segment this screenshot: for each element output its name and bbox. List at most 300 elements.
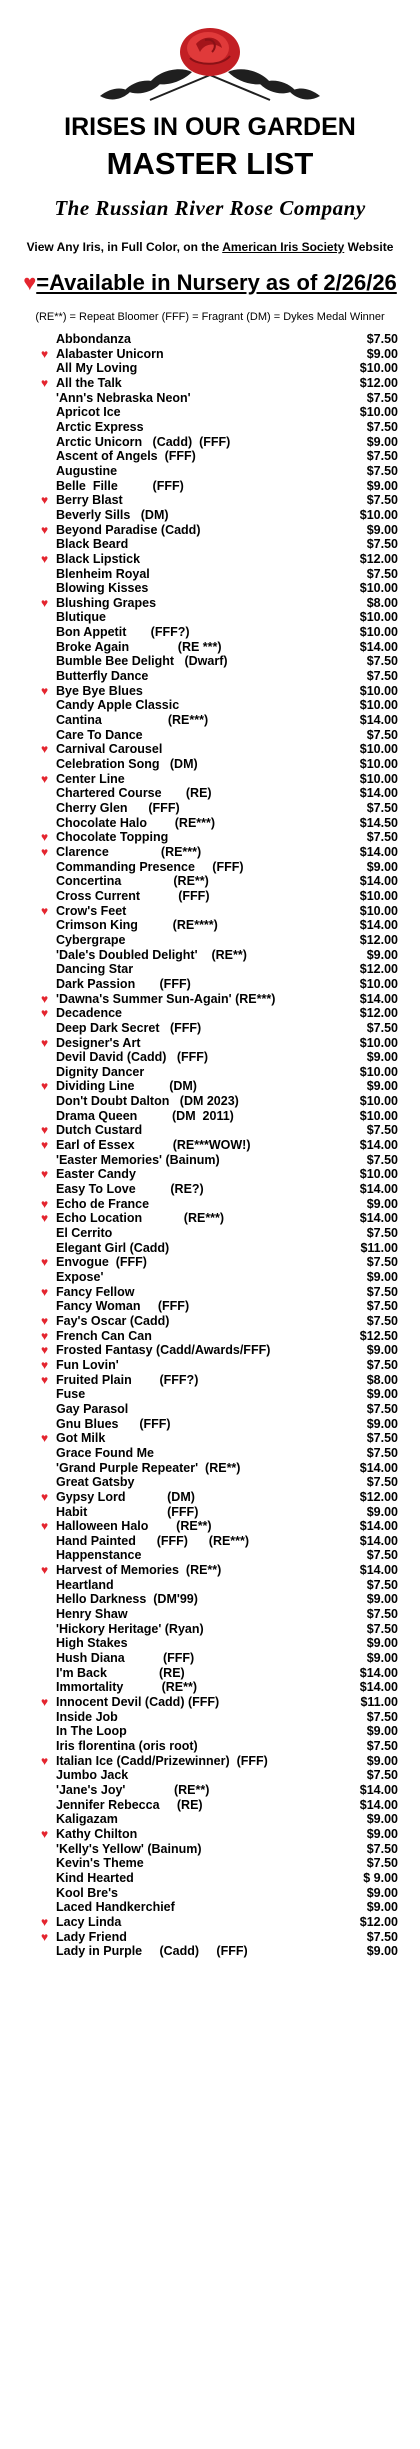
heart-icon: ♥ [41,551,49,566]
iris-name: Laced Handkerchief [56,1900,175,1915]
heart-icon: ♥ [41,1006,49,1021]
list-item [0,449,420,464]
page-title-line1: IRISES IN OUR GARDEN [64,113,356,141]
list-item [0,581,420,596]
iris-price: $7.50 [366,1929,398,1944]
iris-name: Decadence [56,1006,123,1021]
list-item [0,464,420,479]
iris-name: Alabaster Unicorn [56,346,164,361]
list-item [0,435,420,450]
iris-price: $9.00 [366,859,398,874]
iris-name: Fancy Fellow [56,1284,135,1299]
iris-name: Commanding Presence (FFF) [56,859,244,874]
iris-price: $10.00 [359,581,398,596]
heart-icon: ♥ [41,742,49,757]
list-item [0,552,420,567]
heart-icon: ♥ [41,1431,49,1446]
iris-price: $7.50 [366,419,398,434]
heart-icon: ♥ [41,1519,49,1534]
iris-price: $7.50 [366,1739,398,1753]
iris-name: Bumble Bee Delight (Dwarf) [56,654,228,669]
list-item [0,1798,420,1813]
iris-name: Great Gatsby [56,1475,135,1490]
heart-icon: ♥ [41,1211,49,1226]
iris-name: Butterfly Dance [56,669,149,684]
iris-name: Deep Dark Secret (FFF) [56,1020,202,1035]
heart-icon: ♥ [41,346,49,361]
availability-text: =Available in Nursery as of 2/26/26 [36,270,397,295]
iris-name: Innocent Devil (Cadd) (FFF) [56,1695,220,1710]
list-item [0,1783,420,1798]
list-item [0,1856,420,1871]
iris-price: $14.00 [359,639,398,654]
iris-price: $7.50 [366,1255,398,1270]
iris-price: $7.50 [366,1445,398,1460]
list-item [0,1871,420,1886]
iris-name: Candy Apple Classic [56,698,180,713]
iris-name: Arctic Unicorn (Cadd) (FFF) [56,434,231,449]
iris-name: Fruited Plain (FFF?) [56,1372,199,1387]
list-item [0,1827,420,1842]
heart-icon: ♥ [41,1313,49,1328]
iris-price: $10.00 [359,1167,398,1182]
iris-price: $9.00 [366,478,398,493]
iris-name: Easter Candy [56,1167,136,1182]
iris-name: Black Lipstick [56,551,141,566]
iris-name: Belle Fille (FFF) [56,478,184,493]
heart-icon: ♥ [41,1167,49,1182]
iris-name: Cantina (RE***) [56,713,209,728]
list-item [0,830,420,845]
iris-price: $9.00 [366,1504,398,1519]
iris-price: $7.50 [366,1020,398,1035]
iris-name: Dutch Custard [56,1123,143,1138]
iris-name: Echo de France [56,1196,150,1211]
iris-price: $10.00 [359,507,398,522]
iris-price: $7.50 [366,1607,398,1622]
iris-price: $10.00 [359,1108,398,1123]
iris-price: $7.50 [366,493,398,508]
list-item [0,1680,420,1695]
iris-price: $14.00 [359,918,398,933]
heart-icon: ♥ [41,1826,49,1841]
iris-name: Concertina (RE**) [56,874,209,889]
iris-price: $12.00 [359,375,398,390]
list-item [0,874,420,889]
list-item [0,962,420,977]
iris-price: $10.00 [359,976,398,991]
rose-icon [100,28,320,100]
list-item [0,977,420,992]
iris-price: $7.50 [366,332,398,346]
availability-header [0,270,420,296]
page-title-line2: MASTER LIST [106,146,314,181]
iris-name: Ascent of Angels (FFF) [56,449,196,464]
list-item [0,1241,420,1256]
iris-price: $10.00 [359,361,398,376]
iris-price: $12.00 [359,1489,398,1504]
iris-price: $10.00 [359,1094,398,1109]
list-item [0,1021,420,1036]
list-item [0,1622,420,1637]
list-item [0,523,420,538]
iris-name: Lacy Linda [56,1914,122,1929]
iris-name: Kind Hearted [56,1870,134,1885]
iris-name: Happenstance [56,1548,142,1563]
list-item [0,889,420,904]
list-item [0,1563,420,1578]
heart-icon: ♥ [41,1328,49,1343]
iris-price: $8.00 [366,595,398,610]
american-iris-society-link[interactable]: American Iris Society [222,240,345,254]
iris-price: $7.50 [366,1431,398,1446]
list-item [0,640,420,655]
iris-name: 'Jane's Joy' (RE**) [56,1782,210,1797]
list-item [0,391,420,406]
iris-name: Lady in Purple (Cadd) (FFF) [56,1944,248,1959]
iris-price: $14.00 [359,1782,398,1797]
iris-name: Fay's Oscar (Cadd) [56,1313,170,1328]
list-item [0,845,420,860]
list-item [0,1050,420,1065]
iris-name: Grace Found Me [56,1445,154,1460]
iris-price: $9.00 [366,1416,398,1431]
list-item [0,1211,420,1226]
list-item [0,1299,420,1314]
iris-name: Kevin's Theme [56,1856,144,1871]
heart-icon: ♥ [41,522,49,537]
list-item [0,1505,420,1520]
iris-name: Berry Blast [56,493,123,508]
list-item [0,816,420,831]
list-item [0,1167,420,1182]
list-item [0,610,420,625]
iris-price: $7.50 [366,1357,398,1372]
iris-price: $12.50 [359,1328,398,1343]
iris-name: Iris florentina (oris root) [56,1739,198,1753]
heart-icon: ♥ [41,595,49,610]
list-item [0,1666,420,1681]
list-item [0,1255,420,1270]
list-item [0,684,420,699]
iris-name: Arctic Express [56,419,144,434]
iris-name: Immortality (RE**) [56,1680,197,1695]
list-item [0,728,420,743]
rose-logo [0,0,420,110]
iris-price: $10.00 [359,1035,398,1050]
list-item [0,713,420,728]
list-item [0,1578,420,1593]
list-item [0,1461,420,1476]
iris-price: $14.00 [359,786,398,801]
heart-icon: ♥ [41,1255,49,1270]
iris-name: Blowing Kisses [56,581,149,596]
list-item [0,1519,420,1534]
iris-price: $10.00 [359,903,398,918]
heart-icon: ♥ [41,1563,49,1578]
list-item [0,596,420,611]
list-item [0,1636,420,1651]
iris-name: Care To Dance [56,727,143,742]
iris-price: $9.00 [366,1724,398,1739]
iris-price: $14.50 [359,815,398,830]
iris-name: Blushing Grapes [56,595,157,610]
list-item [0,918,420,933]
iris-name: 'Dale's Doubled Delight' (RE**) [56,947,247,962]
list-item [0,1314,420,1329]
iris-price: $9.00 [366,1812,398,1827]
iris-name: Designer's Art [56,1035,141,1050]
iris-price: $7.50 [366,1313,398,1328]
list-item [0,757,420,772]
list-item [0,1739,420,1754]
heart-icon: ♥ [41,903,49,918]
iris-name: Augustine [56,463,118,478]
list-item [0,625,420,640]
iris-price: $12.00 [359,1914,398,1929]
iris-price: $7.50 [366,1226,398,1241]
iris-list [0,332,420,1959]
iris-price: $14.00 [359,1533,398,1548]
iris-price: $14.00 [359,713,398,728]
list-item [0,1373,420,1388]
iris-name: Italian Ice (Cadd/Prizewinner) (FFF) [56,1753,268,1768]
list-item [0,1182,420,1197]
list-item [0,1607,420,1622]
list-item [0,1710,420,1725]
iris-name: Lady Friend [56,1929,127,1944]
heart-icon: ♥ [41,1123,49,1138]
iris-name: Habit (FFF) [56,1504,199,1519]
iris-price: $11.00 [360,1695,398,1710]
iris-name: Gay Parasol [56,1401,129,1416]
list-item [0,1754,420,1769]
iris-price: $10.00 [359,683,398,698]
iris-name: Kool Bre's [56,1885,119,1900]
iris-name: Beyond Paradise (Cadd) [56,522,201,537]
heart-icon: ♥ [41,844,49,859]
iris-price: $9.00 [366,522,398,537]
iris-price: $9.00 [366,1900,398,1915]
list-item [0,1915,420,1930]
iris-price: $9.00 [366,1050,398,1065]
iris-name: Chocolate Topping [56,830,169,845]
list-item [0,1270,420,1285]
list-item [0,1695,420,1710]
heart-icon: ♥ [41,1914,49,1929]
list-item [0,948,420,963]
iris-price: $7.50 [366,1401,398,1416]
list-item [0,1123,420,1138]
list-item [0,1475,420,1490]
iris-name: El Cerrito [56,1226,113,1241]
iris-price: $9.00 [366,1636,398,1651]
iris-name: Celebration Song (DM) [56,757,198,772]
iris-name: Drama Queen (DM 2011) [56,1108,234,1123]
list-item [0,669,420,684]
iris-price: $14.00 [359,1563,398,1578]
iris-name: Chocolate Halo (RE***) [56,815,216,830]
list-item [0,347,420,362]
list-item [0,1109,420,1124]
iris-price: $14.00 [359,1460,398,1475]
iris-price: $14.00 [359,1665,398,1680]
iris-price: $7.50 [366,654,398,669]
list-item [0,1768,420,1783]
iris-price: $7.50 [366,390,398,405]
iris-name: In The Loop [56,1724,127,1739]
list-item [0,1592,420,1607]
list-item [0,1197,420,1212]
list-item [0,537,420,552]
iris-name: Bon Appetit (FFF?) [56,625,190,640]
iris-price: $11.00 [360,1240,398,1255]
iris-name: Kathy Chilton [56,1826,138,1841]
iris-price: $10.00 [359,757,398,772]
iris-price: $7.50 [366,1856,398,1871]
view-prefix: View Any Iris, in Full Color, on the [26,240,223,254]
iris-price: $ 9.00 [363,1870,398,1885]
iris-name: Fun Lovin' [56,1357,119,1372]
list-item [0,1446,420,1461]
iris-name: Heartland [56,1577,114,1592]
iris-name: 'Hickory Heritage' (Ryan) [56,1621,204,1636]
list-item [0,1534,420,1549]
list-item [0,361,420,376]
iris-name: Crow's Feet [56,903,127,918]
list-item [0,1226,420,1241]
iris-name: Echo Location (RE***) [56,1211,225,1226]
iris-price: $12.00 [359,932,398,947]
iris-price: $7.50 [366,1621,398,1636]
list-item [0,1886,420,1901]
list-item [0,904,420,919]
iris-name: Devil David (Cadd) (FFF) [56,1050,209,1065]
list-item [0,1343,420,1358]
view-iris-line [0,240,420,254]
iris-price: $12.00 [359,551,398,566]
iris-name: Gnu Blues (FFF) [56,1416,171,1431]
iris-name: 'Kelly's Yellow' (Bainum) [56,1841,202,1856]
iris-name: Dancing Star [56,962,134,977]
iris-name: Inside Job [56,1709,118,1724]
iris-price: $14.00 [359,991,398,1006]
iris-name: I'm Back (RE) [56,1665,185,1680]
iris-name: Blenheim Royal [56,566,150,581]
iris-name: Got Milk [56,1431,106,1446]
heart-icon: ♥ [41,1695,49,1710]
iris-price: $14.00 [359,1182,398,1197]
list-item [0,1036,420,1051]
iris-name: Broke Again (RE ***) [56,639,222,654]
iris-name: Earl of Essex (RE***WOW!) [56,1138,251,1153]
iris-price: $9.00 [366,1592,398,1607]
iris-name: Carnival Carousel [56,742,163,757]
list-item [0,567,420,582]
iris-name: Jumbo Jack [56,1768,129,1783]
list-item [0,654,420,669]
iris-price: $9.00 [366,434,398,449]
list-item [0,1402,420,1417]
iris-name: 'Ann's Nebraska Neon' [56,390,191,405]
iris-price: $9.00 [366,1387,398,1402]
iris-price: $7.50 [366,1577,398,1592]
iris-name: Dignity Dancer [56,1064,145,1079]
heart-icon: ♥ [41,1372,49,1387]
heart-icon: ♥ [23,270,37,295]
iris-name: Halloween Halo (RE**) [56,1519,212,1534]
iris-price: $12.00 [359,962,398,977]
list-item [0,493,420,508]
iris-name: 'Dawna's Summer Sun-Again' (RE***) [56,991,276,1006]
iris-price: $7.50 [366,1709,398,1724]
iris-price: $7.50 [366,830,398,845]
list-item [0,508,420,523]
list-item [0,1431,420,1446]
iris-price: $9.00 [366,1753,398,1768]
iris-price: $8.00 [366,1372,398,1387]
iris-name: Dark Passion (FFF) [56,976,191,991]
iris-name: French Can Can [56,1328,152,1343]
iris-name: Easy To Love (RE?) [56,1182,204,1197]
heart-icon: ♥ [41,493,49,508]
list-item [0,1329,420,1344]
iris-name: Crimson King (RE****) [56,918,218,933]
iris-price: $9.00 [366,346,398,361]
heart-icon: ♥ [41,830,49,845]
iris-name: Don't Doubt Dalton (DM 2023) [56,1094,239,1109]
iris-price: $12.00 [359,1006,398,1021]
iris-name: Henry Shaw [56,1607,128,1622]
iris-price: $9.00 [366,1944,398,1959]
iris-price: $14.00 [359,1797,398,1812]
iris-price: $7.50 [366,1284,398,1299]
heart-icon: ♥ [41,1079,49,1094]
iris-name: Fancy Woman (FFF) [56,1299,190,1314]
iris-name: All My Loving [56,361,138,376]
list-item [0,933,420,948]
heart-icon: ♥ [41,1035,49,1050]
iris-name: Elegant Girl (Cadd) [56,1240,170,1255]
iris-name: Cross Current (FFF) [56,888,210,903]
iris-price: $10.00 [359,1064,398,1079]
iris-name: Black Beard [56,537,129,552]
iris-name: High Stakes [56,1636,128,1651]
list-item [0,332,420,347]
heart-icon: ♥ [41,1196,49,1211]
list-item [0,1900,420,1915]
iris-name: 'Grand Purple Repeater' (RE**) [56,1460,241,1475]
list-item [0,1930,420,1945]
heart-icon: ♥ [41,991,49,1006]
iris-price: $9.00 [366,1196,398,1211]
iris-price: $10.00 [359,771,398,786]
iris-name: 'Easter Memories' (Bainum) [56,1152,220,1167]
iris-price: $7.50 [366,463,398,478]
iris-price: $9.00 [366,1826,398,1841]
iris-name: Bye Bye Blues [56,683,143,698]
iris-price: $10.00 [359,888,398,903]
iris-price: $14.00 [359,1211,398,1226]
list-item [0,772,420,787]
iris-name: Frosted Fantasy (Cadd/Awards/FFF) [56,1343,271,1358]
iris-name: Hello Darkness (DM'99) [56,1592,198,1607]
iris-price: $10.00 [359,698,398,713]
iris-name: Expose' [56,1270,104,1284]
iris-price: $7.50 [366,727,398,742]
list-item [0,742,420,757]
iris-price: $14.00 [359,1519,398,1534]
